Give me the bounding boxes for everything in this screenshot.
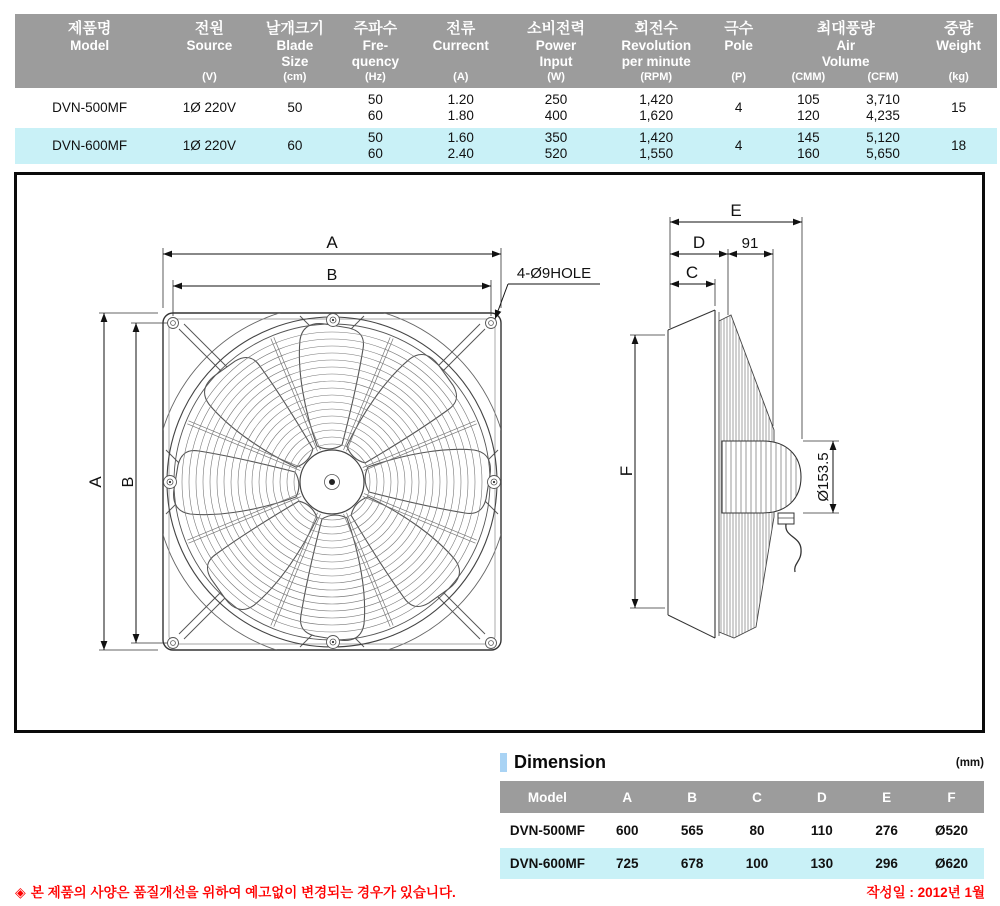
dim-label-a-top: A [326,233,338,252]
cell-cfm: 3,710 4,235 [846,88,921,126]
cell-model: DVN-500MF [15,88,164,126]
dim-label-e: E [730,201,742,220]
unit-cfm: (CFM) [867,71,899,83]
hole-callout-label: 4-Ø9HOLE [516,265,592,282]
cell-current: 1.60 2.40 [416,126,506,164]
cell-power: 350 520 [506,126,606,164]
dim-label-d: D [692,233,706,252]
cell-pole: 4 [706,88,771,126]
cell-weight: 15 [920,88,997,126]
diamond-icon: ◈ [15,884,26,900]
dim-label-f: F [617,465,636,477]
col-header-frequency: 주파수 Fre- quency (Hz) [335,14,416,88]
cell-cmm: 145 160 [771,126,846,164]
col-model-en: Model [70,38,110,53]
dim-col-a: A [595,781,660,813]
fan-hub [300,450,364,514]
col-header-source: 전원 Source (V) [164,14,254,88]
cell-current: 1.20 1.80 [416,88,506,126]
cell-power: 250 400 [506,88,606,126]
col-header-blade-size: 날개크기 Blade Size (cm) [255,14,336,88]
cell-blade: 50 [255,88,336,126]
cell-source: 1Ø 220V [164,126,254,164]
col-header-rpm: 회전수 Revolution per minute (RPM) [606,14,706,88]
power-cable [786,524,801,572]
dimension-section-title [500,752,984,773]
cell-weight: 18 [920,126,997,164]
cell-blade: 60 [255,126,336,164]
spec-row-dvn500mf [15,88,997,126]
dim-col-c: C [725,781,790,813]
motor-body [722,441,801,513]
technical-drawing-box [14,172,985,733]
dimension-title-text: Dimension [514,752,607,772]
dim-label-c: C [685,263,699,282]
unit-cmm: (CMM) [791,71,826,83]
front-view [86,233,600,659]
cell-frequency: 50 60 [335,126,416,164]
col-header-weight: 중량 Weight (kg) [920,14,997,88]
spec-row-dvn600mf [15,126,997,164]
col-header-model [15,14,164,88]
dimension-header-row [500,781,984,813]
footer-date: 작성일 : 2012년 1월 [866,885,985,900]
col-model-ko: 제품명 [67,20,112,37]
dim-col-e: E [854,781,919,813]
fan-drawing [17,175,982,730]
dimension-row-dvn500mf: DVN-500MF 600 565 80 110 276 Ø520 [500,813,984,846]
col-header-pole: 극수 Pole (P) [706,14,771,88]
spec-table [15,14,997,164]
cell-rpm: 1,420 1,550 [606,126,706,164]
dim-col-d: D [789,781,854,813]
disclaimer-text: 본 제품의 사양은 품질개선을 위하여 예고없이 변경되는 경우가 있습니다. [30,885,456,900]
cell-pole: 4 [706,126,771,164]
cable-gland [778,513,794,524]
cell-cmm: 105 120 [771,88,846,126]
dim-label-b-top: B [326,267,338,284]
side-panel-profile [668,310,719,638]
cell-rpm: 1,420 1,620 [606,88,706,126]
dim-label-91: 91 [741,235,759,252]
dimension-table [500,781,984,879]
dim-label-motor-dia: Ø153.5 [815,452,832,502]
col-header-power-input: 소비전력 Power Input (W) [506,14,606,88]
cell-frequency: 50 60 [335,88,416,126]
col-header-air-volume: 최대풍량 Air Volume (CMM) (CFM) [771,14,920,88]
dim-col-f: F [919,781,984,813]
footer-disclaimer [15,881,456,901]
side-view [617,201,839,640]
spec-header-row [15,14,997,88]
dimension-row-dvn600mf: DVN-600MF 725 678 100 130 296 Ø620 [500,846,984,879]
dim-label-a-left: A [86,476,105,488]
dim-col-model: Model [500,781,595,813]
dimension-unit-note: (mm) [955,756,984,769]
title-accent-bar [500,753,507,772]
hole-callout-leader [495,284,508,319]
dim-col-b: B [660,781,725,813]
cell-model: DVN-600MF [15,126,164,164]
col-header-current: 전류 Currecnt (A) [416,14,506,88]
cell-cfm: 5,120 5,650 [846,126,921,164]
dim-label-b-left: B [120,476,137,488]
cell-source: 1Ø 220V [164,88,254,126]
